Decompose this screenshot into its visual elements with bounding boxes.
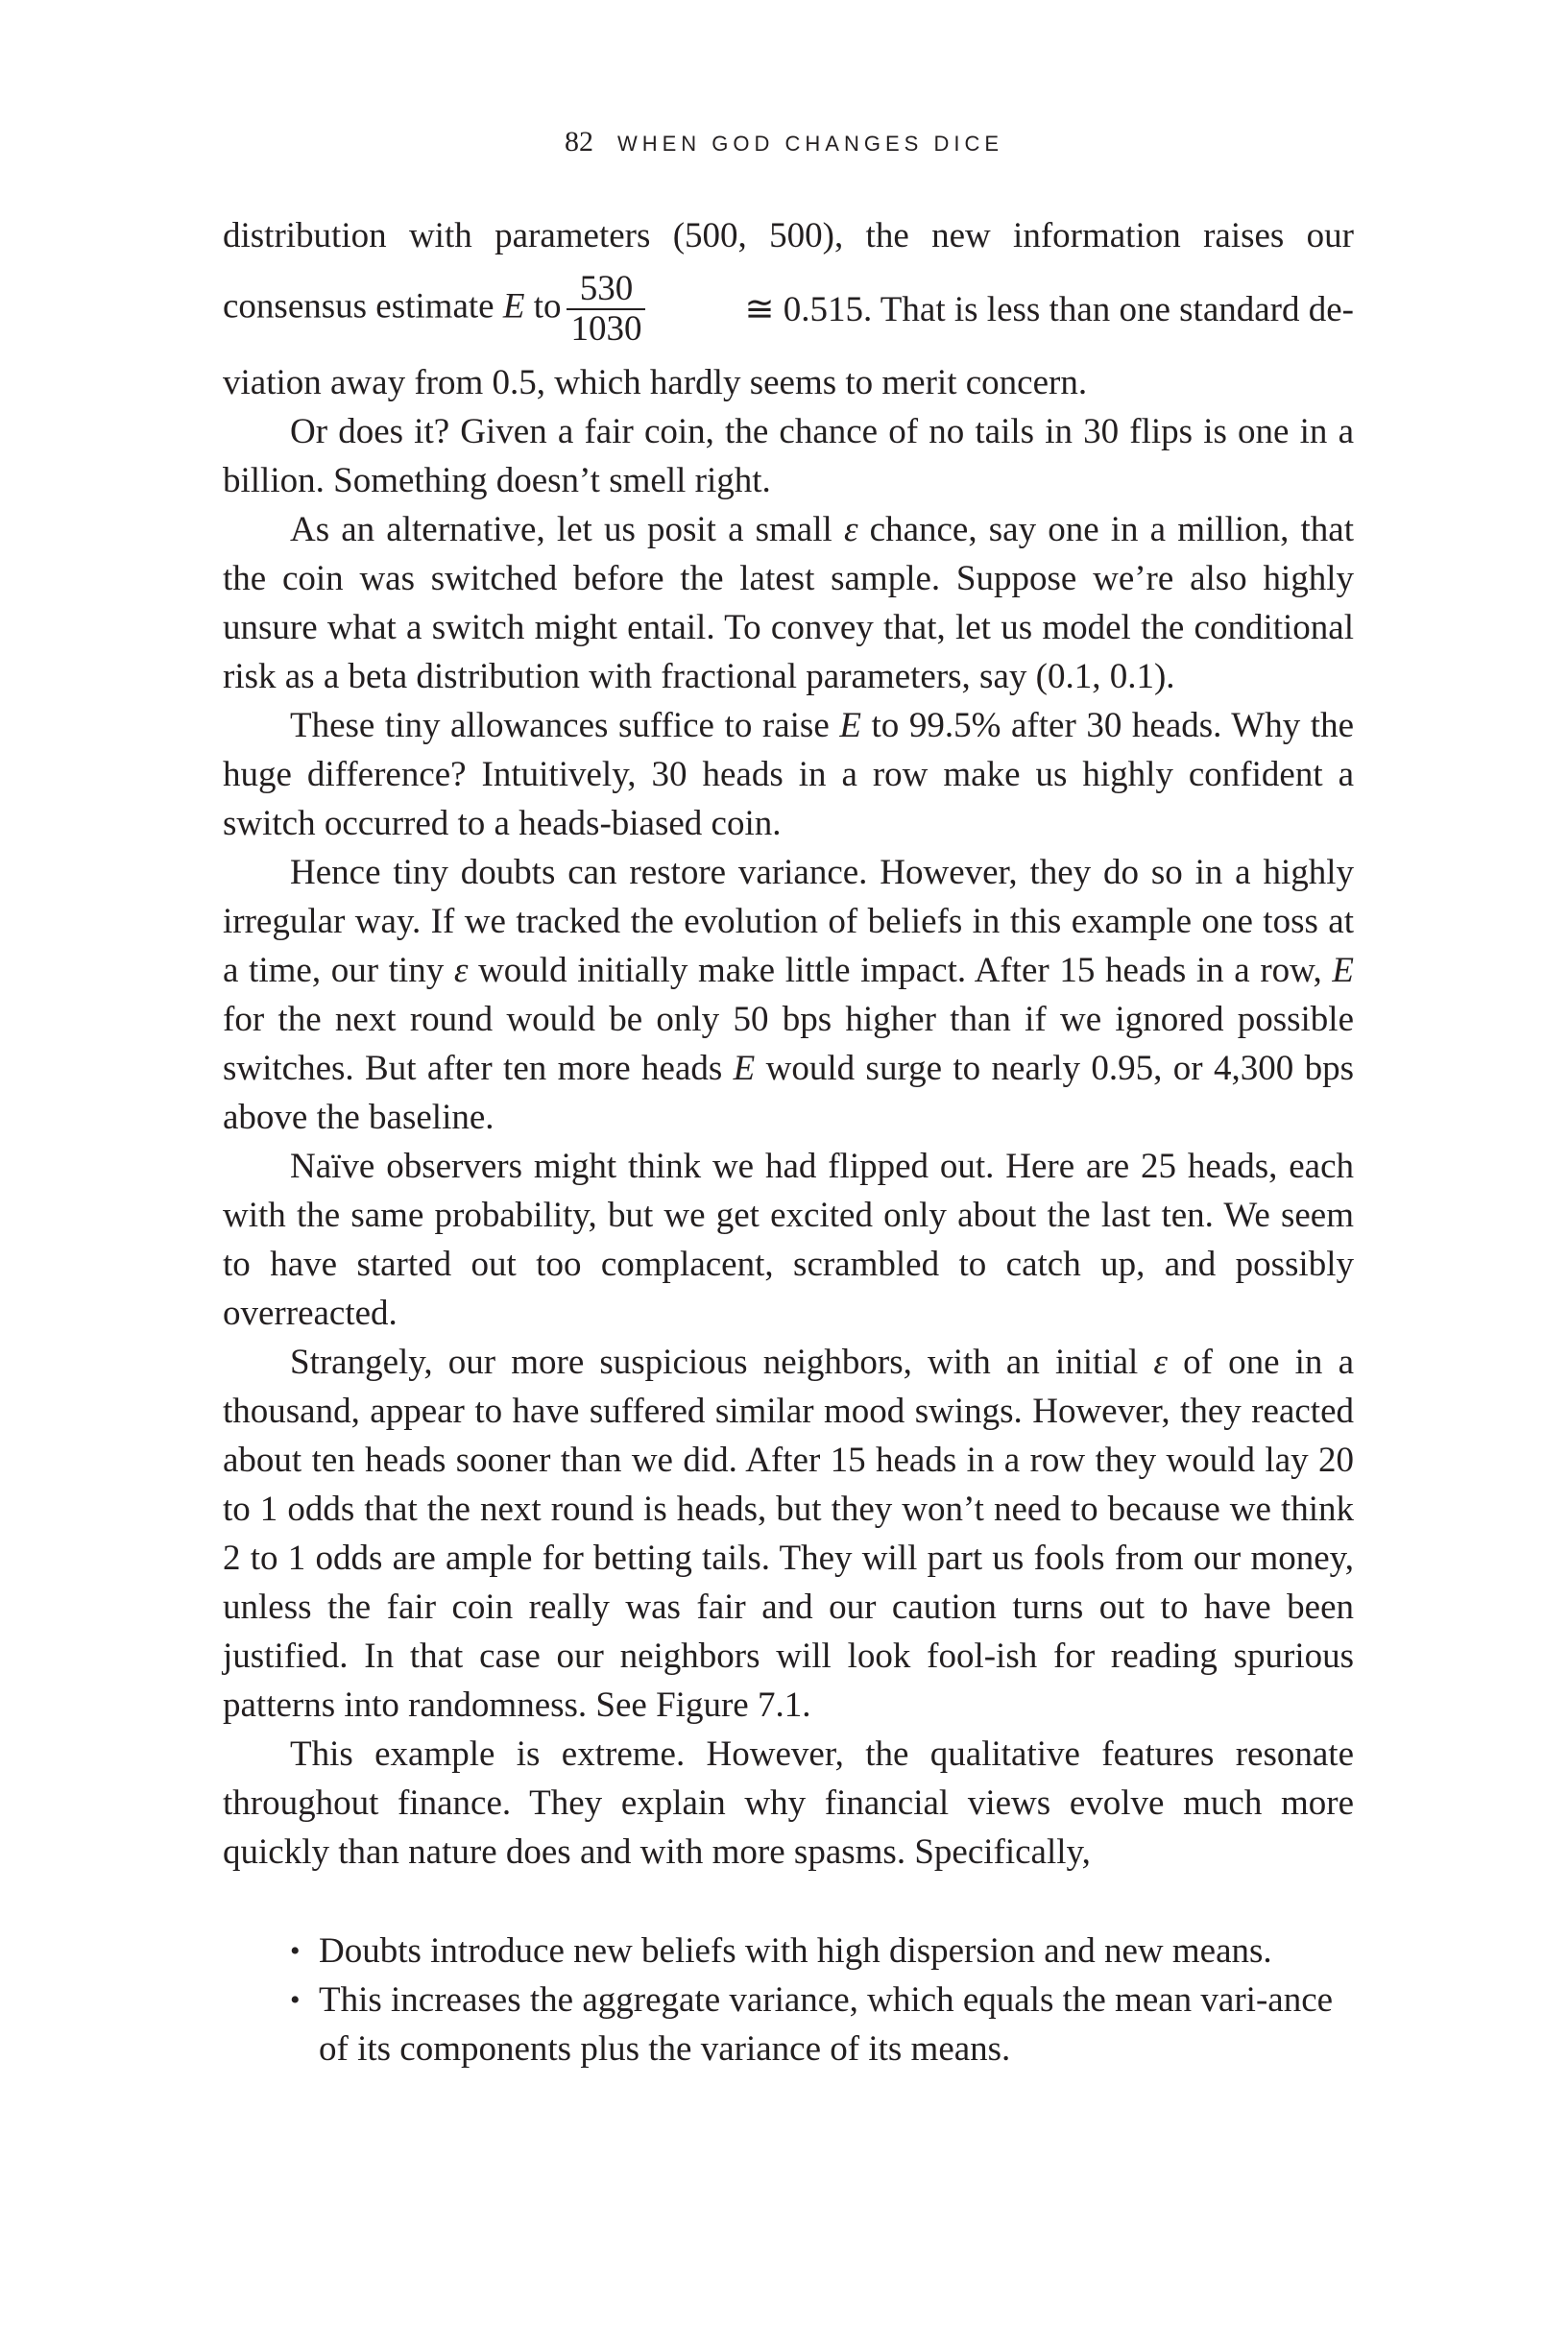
formula-line (223, 260, 1354, 358)
bullet-icon: • (290, 1935, 301, 1967)
paragraph-6: Naïve observers might think we had flipped out. Here are 25 heads, each with the same probability, but we get excited only about the last ten. We seem to have started out too complacent, scrambled to catch up, and possibly overreacted. (223, 1147, 1354, 1333)
body-text (223, 211, 1354, 2073)
list-item: • This increases the aggregate variance, which equals the mean vari-ance of its components plus the variance of its means. (223, 1976, 1354, 2073)
formula-to: to (524, 286, 562, 327)
fraction-numerator: 530 (579, 269, 634, 308)
list-item: • Doubts introduce new beliefs with high dispersion and new means. (223, 1927, 1354, 1976)
variable-e: E (1332, 951, 1354, 990)
epsilon-symbol: ε (843, 510, 858, 549)
paragraph-1-line-1: distribution with parameters (500, 500), the new information raises our (223, 216, 1354, 255)
paragraph-2: Or does it? Given a fair coin, the chance of no tails in 30 flips is one in a billion. Something doesn’t smell right. (223, 412, 1354, 500)
paragraph-1-line-3: viation away from 0.5, which hardly seems to merit concern. (223, 363, 1088, 402)
page-number: 82 (564, 126, 593, 158)
formula-lead (223, 270, 651, 349)
bullet-list (223, 1927, 1354, 2073)
fraction (567, 270, 645, 349)
paragraph-7: Strangely, our more suspicious neighbors, with an initial ε of one in a thousand, appear to have suffered similar mood swings. However, they reacted about ten heads sooner than we did. After 15 heads in a row they would lay 20 to 1 odds that the next round is heads, but they won’t need to because we think 2 to 1 odds are ample for betting tails. They will part us fools from our money, unless the fair coin really was fair and our caution turns out to have been justified. In that case our neighbors will look fool-ish for reading spurious patterns into randomness. See Figure 7.1. (223, 1343, 1354, 1725)
variable-e: E (839, 706, 861, 745)
paragraph-4: These tiny allowances suffice to raise E to 99.5% after 30 heads. Why the huge difference? Intuitively, 30 heads in a row make us highly confident a switch occurred to a heads-biased coin. (223, 706, 1354, 843)
running-title: WHEN GOD CHANGES DICE (616, 132, 1004, 156)
fraction-denominator: 1030 (567, 308, 645, 349)
paragraph-1 (223, 211, 1354, 407)
epsilon-symbol: ε (453, 951, 469, 990)
bullet-icon: • (290, 1984, 301, 2016)
paragraph-8: This example is extreme. However, the qualitative features resonate throughout finance. They explain why financial views evolve much more quickly than nature does and with more spasms. Specifically, (223, 1734, 1354, 1872)
epsilon-symbol: ε (1153, 1343, 1169, 1382)
variable-e: E (733, 1049, 756, 1088)
formula-prefix: consensus estimate (223, 286, 503, 327)
variable-e: E (502, 286, 525, 327)
running-head (0, 123, 1568, 163)
formula-suffix: ≅ 0.515. That is less than one standard de- (744, 289, 1354, 329)
paragraph-5: Hence tiny doubts can restore variance. However, they do so in a highly irregular way. If we tracked the evolution of beliefs in this example one toss at a time, our tiny ε would initially make little impact. After 15 heads in a row, E for the next round would be only 50 bps higher than if we ignored possible switches. But after ten more heads E would surge to nearly 0.95, or 4,300 bps above the baseline. (223, 853, 1355, 1137)
paragraph-3: As an alternative, let us posit a small ε chance, say one in a million, that the coin was switched before the latest sample. Suppose we’re also highly unsure what a switch might entail. To convey that, let us model the conditional risk as a beta distribution with fractional parameters, say (0.1, 0.1). (223, 510, 1354, 696)
